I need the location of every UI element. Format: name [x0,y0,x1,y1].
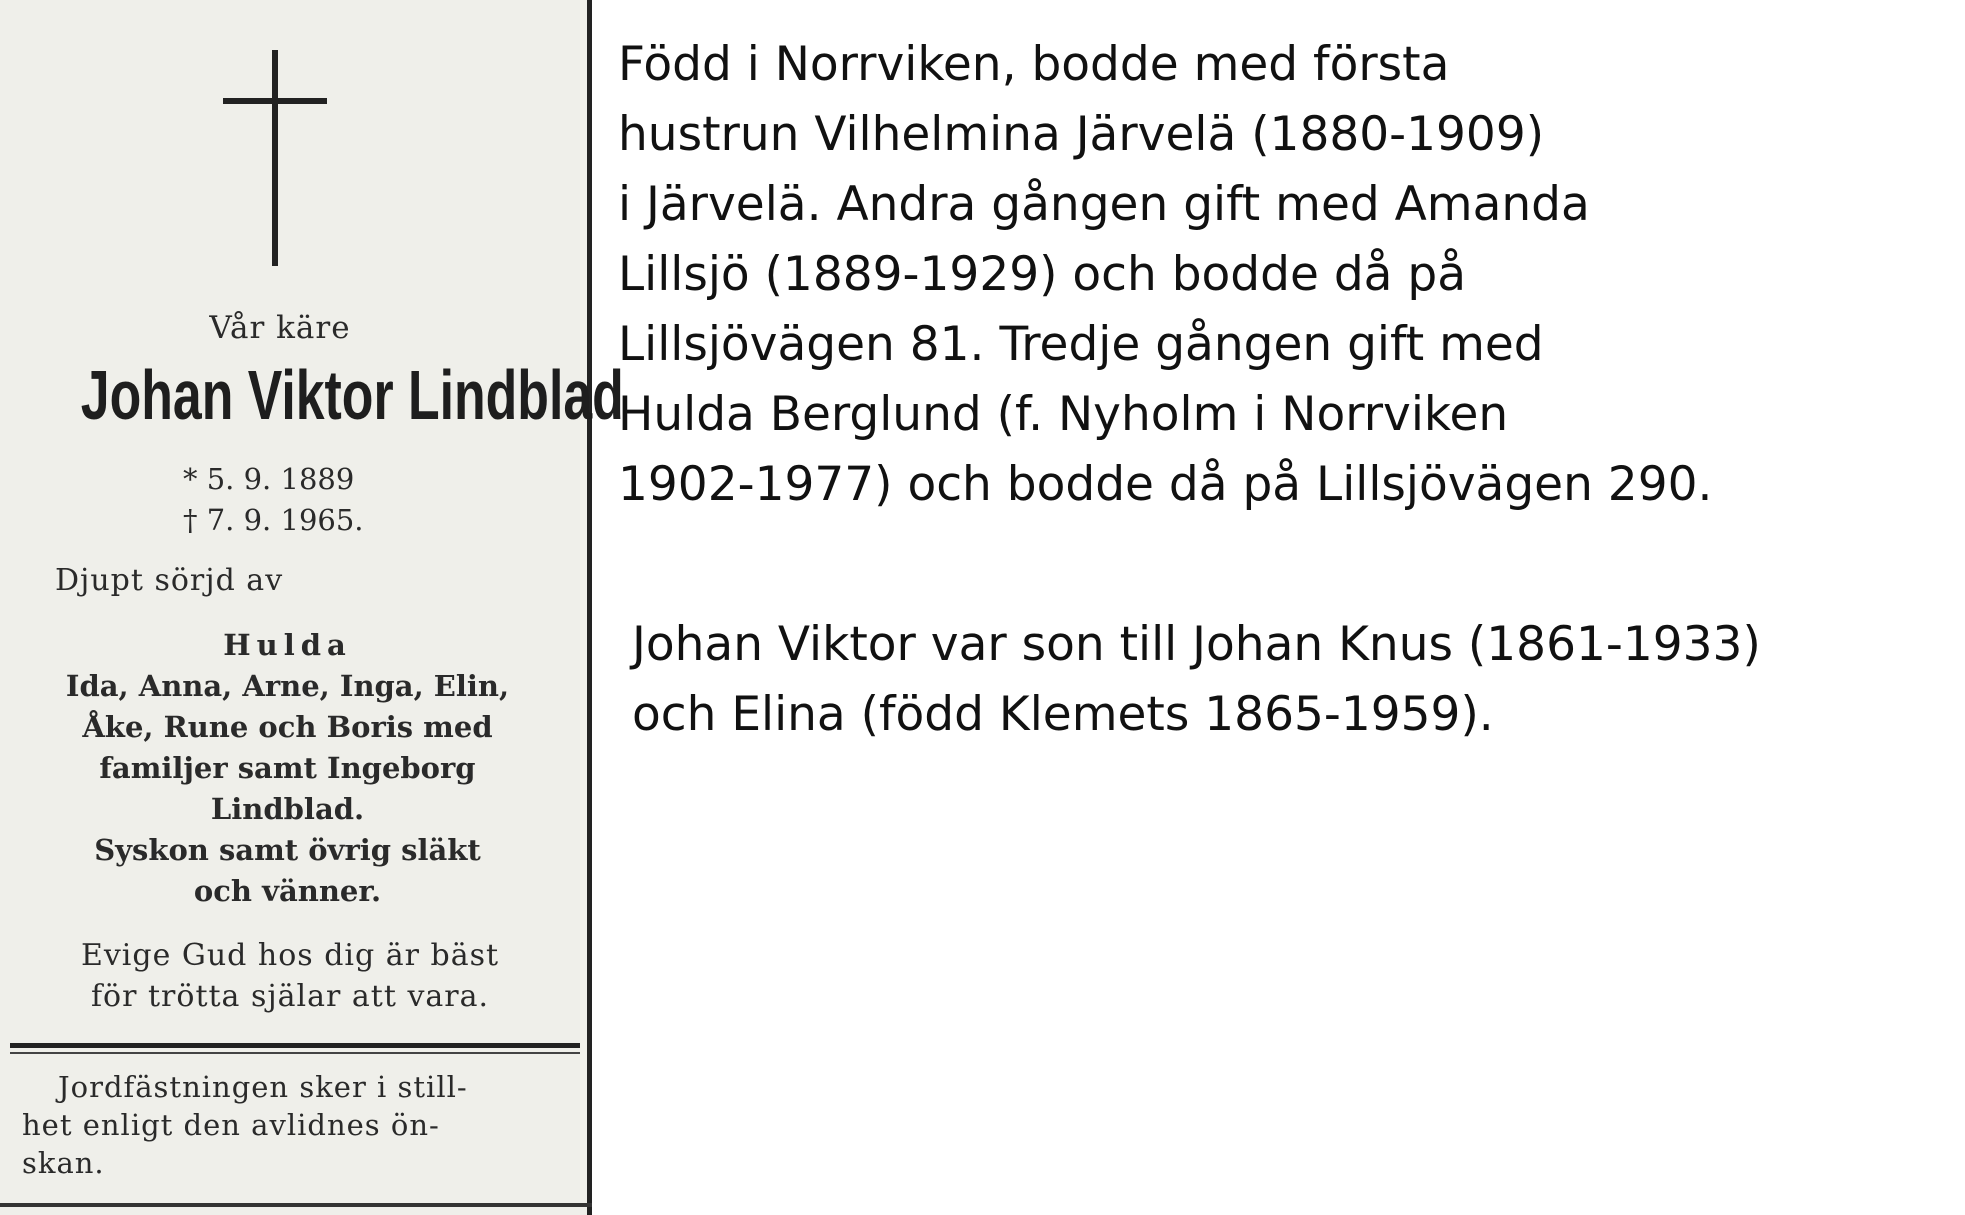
bio-line: Född i Norrviken, bodde med första [618,37,1450,92]
biography-paragraph-2 [632,610,1962,750]
bio-line: Lillsjövägen 81. Tredje gången gift med [618,317,1544,372]
verse-line: Evige Gud hos dig är bäst [80,938,500,973]
mourner-line: Hulda [223,628,352,662]
mourner-line: Ida, Anna, Arne, Inga, Elin, [65,669,510,703]
obituary-intro: Vår käre [209,310,351,346]
burial-line: skan. [22,1146,105,1180]
obituary-clipping [0,0,624,1215]
bio-line: Lillsjö (1889-1929) och bodde då på [618,247,1467,302]
mourners-list [15,625,560,912]
divider-thick [10,1043,580,1048]
bio-line: och Elina (född Klemets 1865-1959). [632,687,1494,742]
burial-line: het enligt den avlidnes ön- [22,1108,440,1142]
burial-notice [22,1068,562,1182]
mourner-line: Åke, Rune och Boris med [82,710,493,744]
mourner-line: och vänner. [193,874,382,908]
mourner-line: Lindblad. [210,792,365,826]
bottom-rule [0,1203,592,1207]
memorial-verse [25,935,555,1017]
bio-line: 1902-1977) och bodde då på Lillsjövägen 290. [618,457,1713,512]
bio-line: Hulda Berglund (f. Nyholm i Norrviken [618,387,1509,442]
death-date: † 7. 9. 1965. [183,503,364,537]
deceased-name: Johan Viktor Lindblad [80,356,624,434]
mourner-line: Syskon samt övrig släkt [94,833,481,867]
bio-line: hustrun Vilhelmina Järvelä (1880-1909) [618,107,1545,162]
bio-line: i Järvelä. Andra gången gift med Amanda [618,177,1590,232]
mourned-by-label: Djupt sörjd av [55,563,284,598]
bio-line: Johan Viktor var son till Johan Knus (1861-1933) [632,617,1761,672]
verse-line: för trötta själar att vara. [90,979,490,1014]
mourner-line: familjer samt Ingeborg [99,751,476,785]
divider-thin [10,1052,580,1054]
biography-paragraph-1 [618,30,1958,520]
burial-line: Jordfästningen sker i still- [58,1070,468,1104]
latin-cross-icon [223,50,327,266]
birth-date: * 5. 9. 1889 [183,462,355,496]
